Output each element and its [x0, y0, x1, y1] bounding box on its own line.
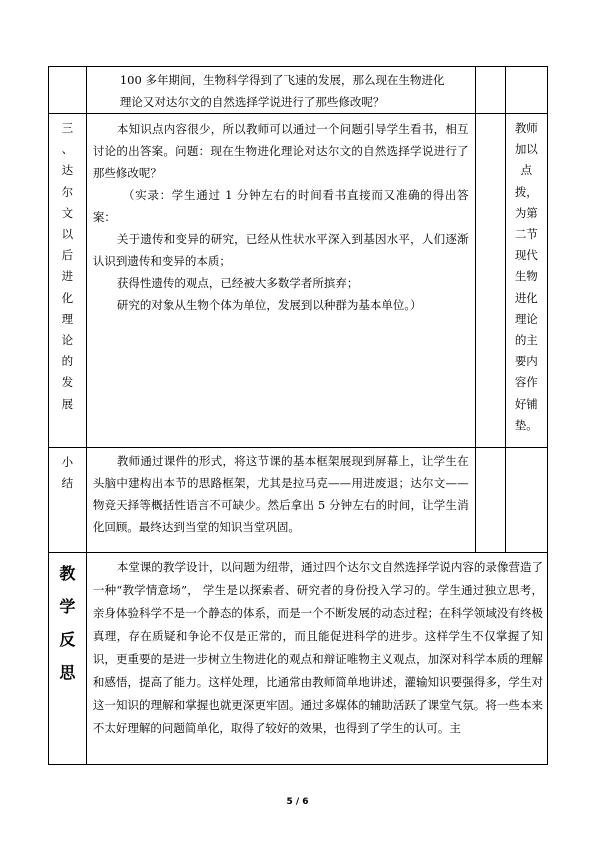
section3-note-char: 拨， [514, 184, 538, 199]
section3-label-char: 以 [61, 227, 74, 242]
intro-label-cell [49, 67, 87, 114]
intro-text-cell [86, 67, 475, 114]
section3-note-char: 容作 [514, 375, 538, 390]
summary-note-cell [505, 448, 547, 553]
section3-content-cell [86, 114, 475, 448]
section3-note-char: 垫。 [514, 417, 538, 432]
summary-content-cell [86, 448, 475, 553]
reflection-label-char: 反 [59, 630, 76, 649]
section3-note-char: 好铺 [514, 396, 538, 411]
section3-note-char: 加以 [514, 142, 538, 157]
summary-empty-cell [475, 448, 505, 553]
section3-note-cell [505, 114, 547, 448]
lesson-plan-table [48, 66, 548, 765]
section3-note-char: 二节 [514, 227, 538, 242]
intro-note-cell [505, 67, 547, 114]
section3-label-char: 化 [61, 290, 74, 305]
reflection-paragraph: 本堂课的教学设计，以问题为纽带，通过四个达尔文自然选择学说内容的录像营造了一种“教学情意场”， 学生是以探索者、研究者的身份投入学习的。学生通过独立思考，亲身体验科学不是一个静态的体系，而是一个不断发展的动态过程；在科学领域没有终极真理，存在质疑和争论不仅是正常的，而且能促进科学的进步。这样学生不仅掌握了知识，更重要的是进一步树立生物进化的观点和辩证唯物主义观点，加深对科学本质的理解和感悟，提高了能力。这样处理，比通常由教师简单地讲述，灌输知识要强得多，学生对这一知识的理解和掌握也就更深更牢固。通过多媒体的辅助活跃了课堂气氛。将一些本来不太好理解的问题简单化，取得了较好的效果，也得到了学生的认可。主 [92, 560, 543, 735]
section3-note-char: 教师 [514, 121, 538, 135]
section3-label-char: 进 [61, 269, 74, 284]
section3-label-char: 文 [61, 205, 74, 220]
section3-paragraph-4: 获得性遗传的观点，已经被大多数学者所摈弃； [116, 276, 359, 290]
intro-line-1: 100 多年期间，生物科学得到了飞速的发展，那么现在生物进化 [119, 73, 445, 87]
summary-label [49, 448, 86, 494]
section3-note-char: 理论 [514, 311, 538, 326]
section3-label-cell [49, 114, 87, 448]
summary-label-char: 小 [61, 455, 74, 469]
section3-row [49, 114, 548, 448]
section3-label-char: 达 [61, 163, 74, 178]
summary-label-char: 结 [61, 476, 74, 491]
section3-note-char: 现代 [514, 248, 538, 263]
reflection-label-char: 思 [59, 663, 76, 682]
section3-label-char: 理 [61, 311, 74, 326]
section3-paragraph-1: 本知识点内容很少，所以教师可以通过一个问题引导学生看书，相互讨论的出答案。问题：现在生物进化理论对达尔文的自然选择学说进行了那些修改呢？ [92, 122, 469, 180]
section3-label-char: 、 [61, 142, 74, 157]
section3-label-char: 展 [61, 396, 74, 411]
reflection-label-char: 教 [59, 564, 76, 583]
section3-label-char: 论 [61, 333, 74, 348]
reflection-label [49, 553, 86, 689]
section3-label [49, 114, 86, 415]
reflection-content-cell [86, 553, 547, 765]
section3-note-char: 要内 [514, 354, 538, 369]
section3-note-char: 的主 [514, 333, 538, 348]
section3-label-char: 的 [61, 354, 74, 369]
section3-label-char: 后 [61, 248, 74, 263]
section3-empty-cell [475, 114, 505, 448]
section3-label-char: 三 [61, 121, 74, 135]
reflection-label-cell [49, 553, 87, 765]
section3-paragraph-5: 研究的对象从生物个体为单位，发展到以种群为基本单位。） [116, 298, 422, 312]
summary-label-cell [49, 448, 87, 553]
intro-line-2: 理论又对达尔文的自然选择学说进行了那些修改呢？ [119, 95, 385, 109]
section3-label-char: 尔 [61, 184, 74, 199]
intro-empty-cell [475, 67, 505, 114]
intro-row [49, 67, 548, 114]
section3-note-char: 生物 [514, 269, 538, 284]
page-number: 5 / 6 [286, 797, 309, 807]
reflection-label-char: 学 [59, 597, 76, 616]
summary-paragraph: 教师通过课件的形式，将这节课的基本框架展现到屏幕上，让学生在头脑中建构出本节的思路框架，尤其是拉马克——用进废退；达尔文——物竞天择等概括性语言不可缺少。然后拿出 5 分钟左右的时间，让学生消化回顾。最终达到当堂的知识当堂巩固。 [92, 454, 469, 534]
section3-label-char: 发 [61, 375, 74, 390]
summary-row [49, 448, 548, 553]
section3-note-char: 点 [520, 163, 533, 178]
section3-paragraph-2: （实录：学生通过 1 分钟左右的时间看书直接而又准确的得出答案： [92, 188, 469, 224]
section3-teacher-note [506, 114, 547, 436]
section3-paragraph-3: 关于遗传和变异的研究，已经从性状水平深入到基因水平，人们逐渐认识到遗传和变异的本质； [92, 232, 469, 268]
reflection-row [49, 553, 548, 765]
section3-note-char: 为第 [514, 205, 538, 220]
section3-note-char: 进化 [514, 290, 538, 305]
